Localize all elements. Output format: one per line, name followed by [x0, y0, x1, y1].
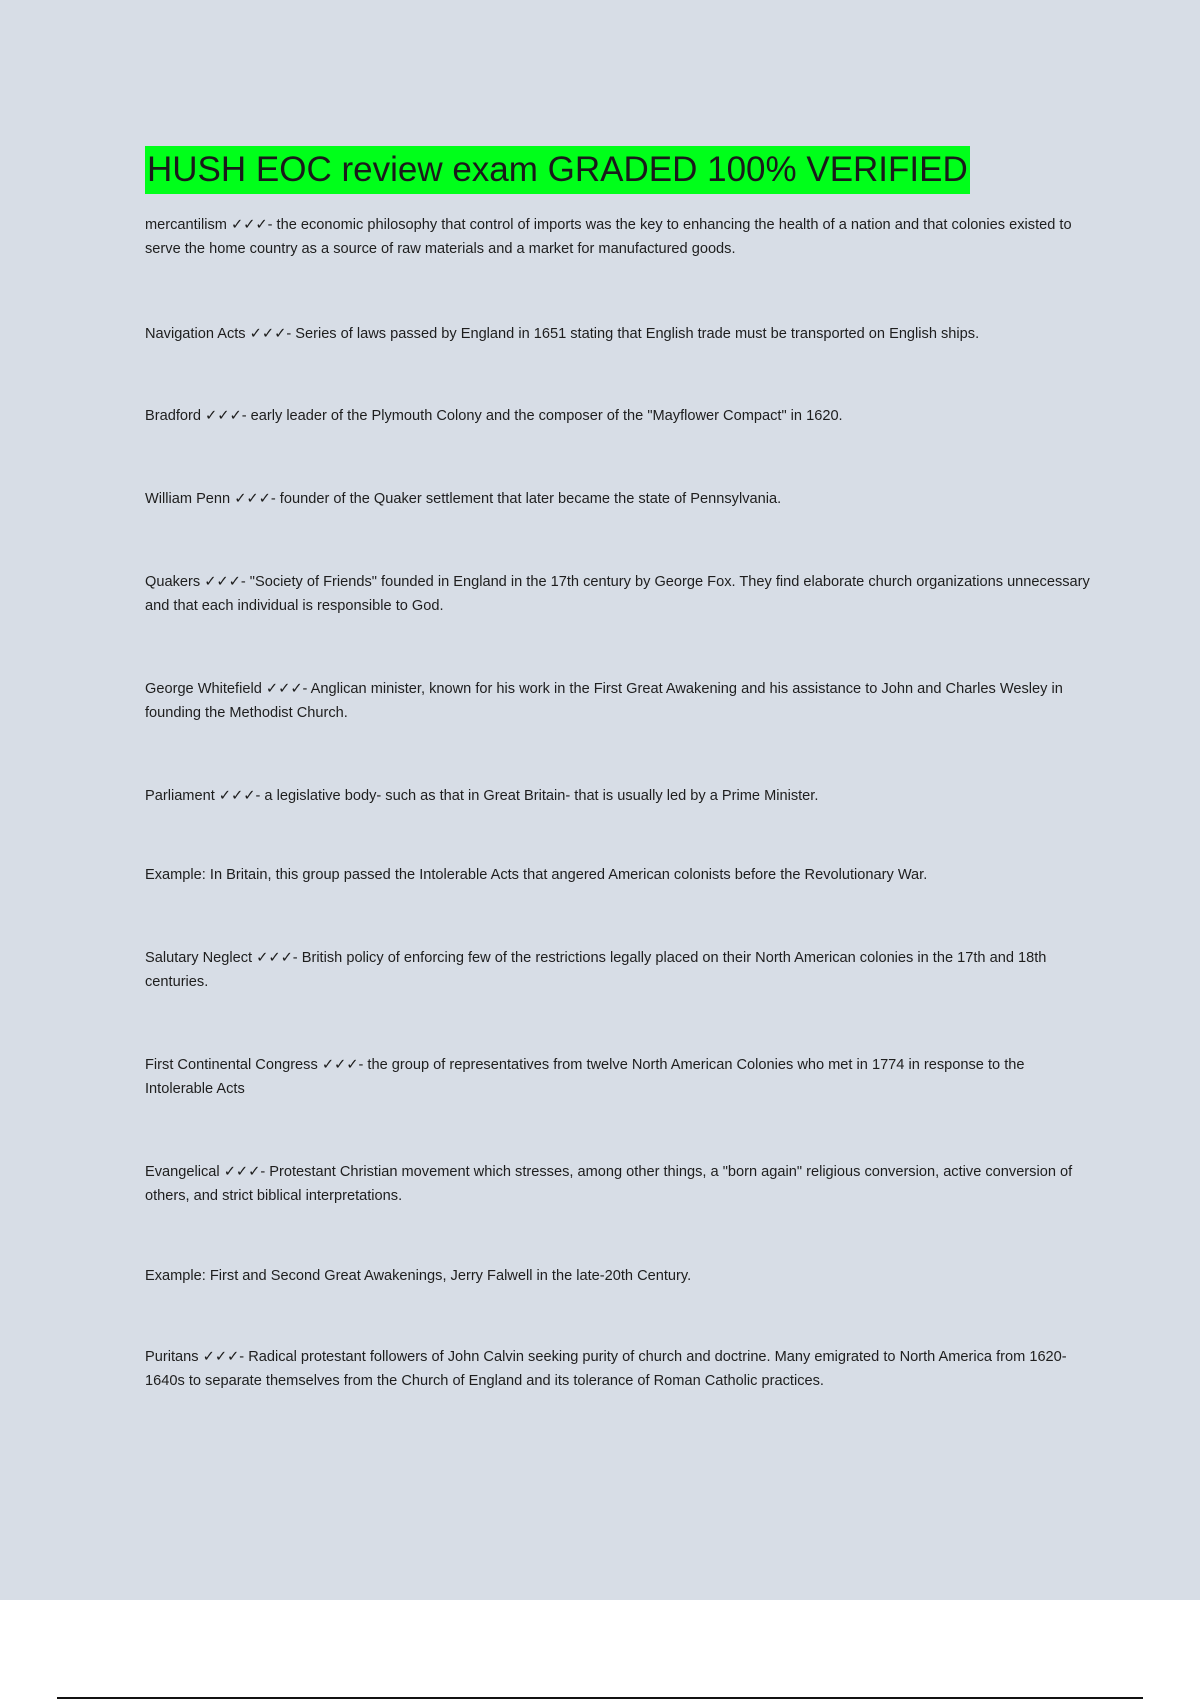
entry-puritans: Puritans ✓✓✓- Radical protestant followers of John Calvin seeking purity of church and doctrine. Many emigrated to North America from 1620-1640s to separate themselves from the Church of England and its tolerance of Roman Catholic practices.	[145, 1349, 1067, 1389]
entry-evangelical: Evangelical ✓✓✓- Protestant Christian movement which stresses, among other things, a "born again" religious conversion, active conversion of others, and strict biblical interpretations.	[145, 1164, 1073, 1204]
entry-evangelical-example: Example: First and Second Great Awakenings, Jerry Falwell in the late-20th Century.	[145, 1268, 692, 1284]
entry-salutary-neglect: Salutary Neglect ✓✓✓- British policy of enforcing few of the restrictions legally placed on their North American colonies in the 17th and 18th centuries.	[145, 950, 1047, 990]
entry-parliament: Parliament ✓✓✓- a legislative body- such as that in Great Britain- that is usually led by a Prime Minister.	[145, 788, 819, 804]
entry-parliament-example: Example: In Britain, this group passed the Intolerable Acts that angered American colonists before the Revolutionary War.	[145, 867, 928, 883]
entry-quakers: Quakers ✓✓✓- "Society of Friends" founded in England in the 17th century by George Fox. They find elaborate church organizations unnecessary and that each individual is responsible to God.	[145, 574, 1090, 614]
entry-bradford: Bradford ✓✓✓- early leader of the Plymouth Colony and the composer of the "Mayflower Compact" in 1620.	[145, 408, 843, 424]
entry-william-penn: William Penn ✓✓✓- founder of the Quaker settlement that later became the state of Pennsylvania.	[145, 491, 782, 507]
entry-george-whitefield: George Whitefield ✓✓✓- Anglican minister, known for his work in the First Great Awakening and his assistance to John and Charles Wesley in founding the Methodist Church.	[145, 681, 1063, 721]
footer-divider	[57, 1697, 1143, 1699]
entry-first-continental-congress: First Continental Congress ✓✓✓- the group of representatives from twelve North American Colonies who met in 1774 in response to the Intolerable Acts	[145, 1057, 1025, 1097]
entry-navigation-acts: Navigation Acts ✓✓✓- Series of laws passed by England in 1651 stating that English trade must be transported on English ships.	[145, 326, 980, 342]
entry-mercantilism: mercantilism ✓✓✓- the economic philosophy that control of imports was the key to enhancing the health of a nation and that colonies existed to serve the home country as a source of raw materials and a market for manufactured goods.	[145, 217, 1072, 257]
document-title: HUSH EOC review exam GRADED 100% VERIFIED	[145, 146, 970, 194]
